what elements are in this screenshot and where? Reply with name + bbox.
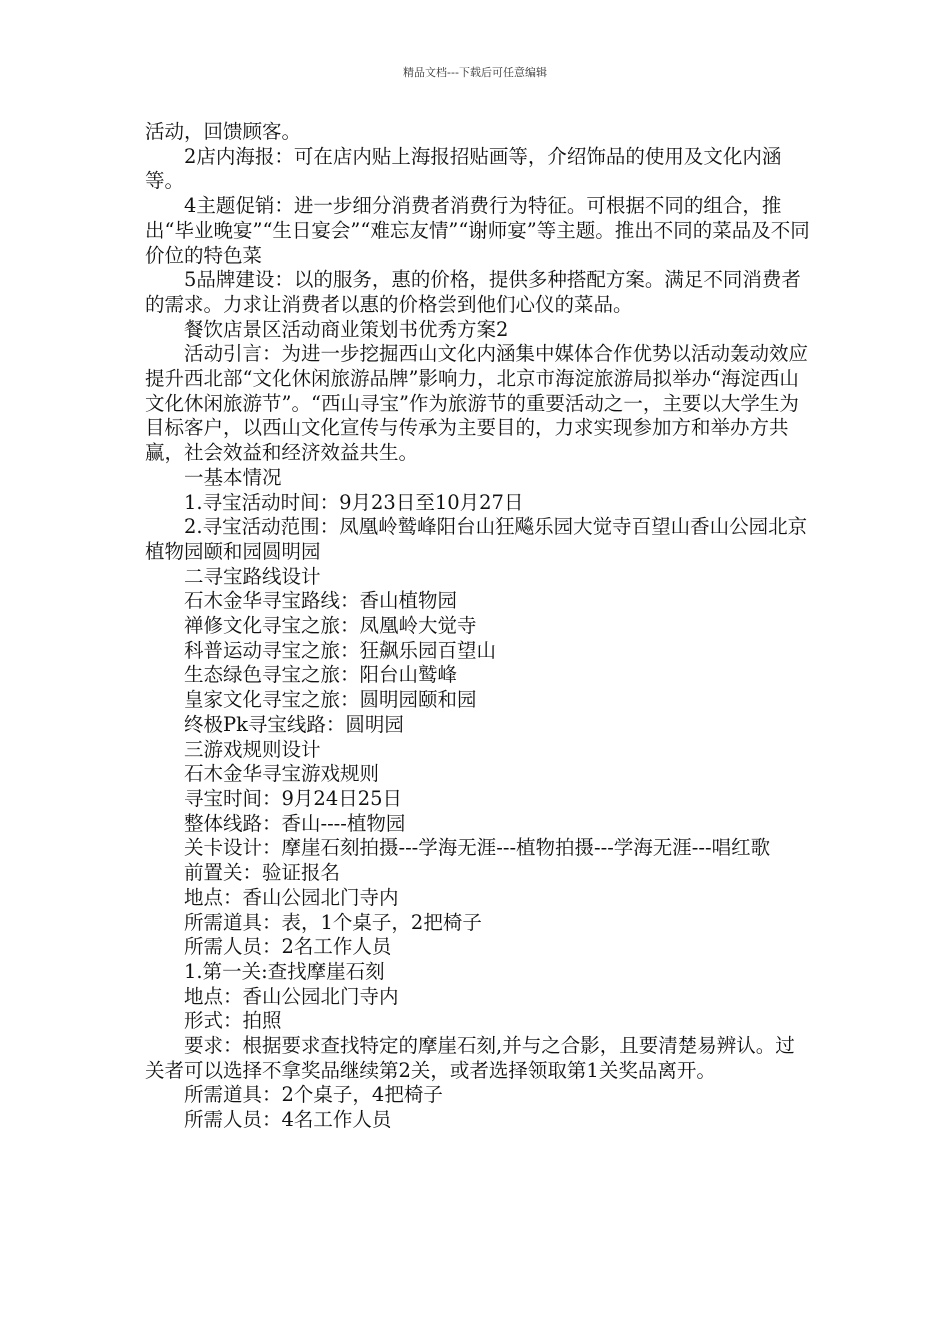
paragraph: 禅修文化寻宝之旅：凤凰岭大觉寺 [184, 614, 477, 638]
paragraph: 所需人员：4名工作人员 [184, 1108, 392, 1132]
paragraph: 地点：香山公园北门寺内 [184, 885, 399, 909]
paragraph: 前置关：验证报名 [184, 861, 341, 885]
paragraph: 活动，回馈顾客。 [145, 120, 302, 143]
paragraph: 终极Pk寻宝线路：圆明园 [184, 712, 404, 736]
paragraph: 形式：拍照 [184, 1009, 282, 1033]
paragraph: 所需人员：2名工作人员 [184, 935, 392, 959]
paragraph: 石木金华寻宝游戏规则 [184, 762, 380, 786]
paragraph: 一基本情况 [184, 465, 282, 489]
paragraph: 4主题促销：进一步细分消费者消费行为特征。可根据不同的组合，推出“毕业晚宴”“生日宴会”“难忘友情”“谢师宴”等主题。推出不同的菜品及不同价位的特色菜 [145, 194, 810, 267]
paragraph: 所需道具：2个桌子，4把椅子 [184, 1083, 443, 1107]
paragraph: 关卡设计：摩崖石刻拍摄---学海无涯---植物拍摄---学海无涯---唱红歌 [184, 836, 771, 860]
paragraph: 整体线路：香山----植物园 [184, 811, 406, 835]
paragraph: 要求：根据要求查找特定的摩崖石刻,并与之合影，且要清楚易辨认。过关者可以选择不拿奖品继续第2关，或者选择领取第1关奖品离开。 [145, 1034, 795, 1082]
paragraph: 地点：香山公园北门寺内 [184, 984, 399, 1008]
paragraph: 石木金华寻宝路线：香山植物园 [184, 589, 458, 613]
paragraph: 5品牌建设：以的服务，惠的价格，提供多种搭配方案。满足不同消费者的需求。力求让消费者以惠的价格尝到他们心仪的菜品。 [145, 268, 801, 316]
document-body [145, 120, 810, 1133]
page-header: 精品文档---下载后可任意编辑 [403, 66, 547, 79]
paragraph: 餐饮店景区活动商业策划书优秀方案2 [184, 317, 509, 341]
paragraph: 皇家文化寻宝之旅：圆明园颐和园 [184, 688, 477, 712]
paragraph: 1.寻宝活动时间：9月23日至10月27日 [184, 490, 524, 514]
paragraph: 2.寻宝活动范围：凤凰岭鹫峰阳台山狂飚乐园大觉寺百望山香山公园北京植物园颐和园圆明园 [145, 515, 808, 563]
paragraph: 生态绿色寻宝之旅：阳台山鹫峰 [184, 663, 458, 687]
paragraph: 三游戏规则设计 [184, 737, 321, 761]
paragraph: 二寻宝路线设计 [184, 564, 321, 588]
paragraph: 1.第一关:查找摩崖石刻 [184, 959, 385, 983]
paragraph: 寻宝时间：9月24日25日 [184, 786, 403, 810]
paragraph: 科普运动寻宝之旅：狂飙乐园百望山 [184, 638, 497, 662]
paragraph: 所需道具：表，1个桌子，2把椅子 [184, 910, 482, 934]
paragraph: 活动引言：为进一步挖掘西山文化内涵集中媒体合作优势以活动轰动效应提升西北部“文化休闲旅游品牌”影响力，北京市海淀旅游局拟举办“海淀西山文化休闲旅游节”。“西山寻宝”作为旅游节的重要活动之一，主要以大学生为目标客户，以西山文化宣传与传承为主要目的，力求实现参加方和举办方共赢，社会效益和经济效益共生。 [145, 342, 809, 465]
paragraph: 2店内海报：可在店内贴上海报招贴画等，介绍饰品的使用及文化内涵等。 [145, 144, 782, 193]
